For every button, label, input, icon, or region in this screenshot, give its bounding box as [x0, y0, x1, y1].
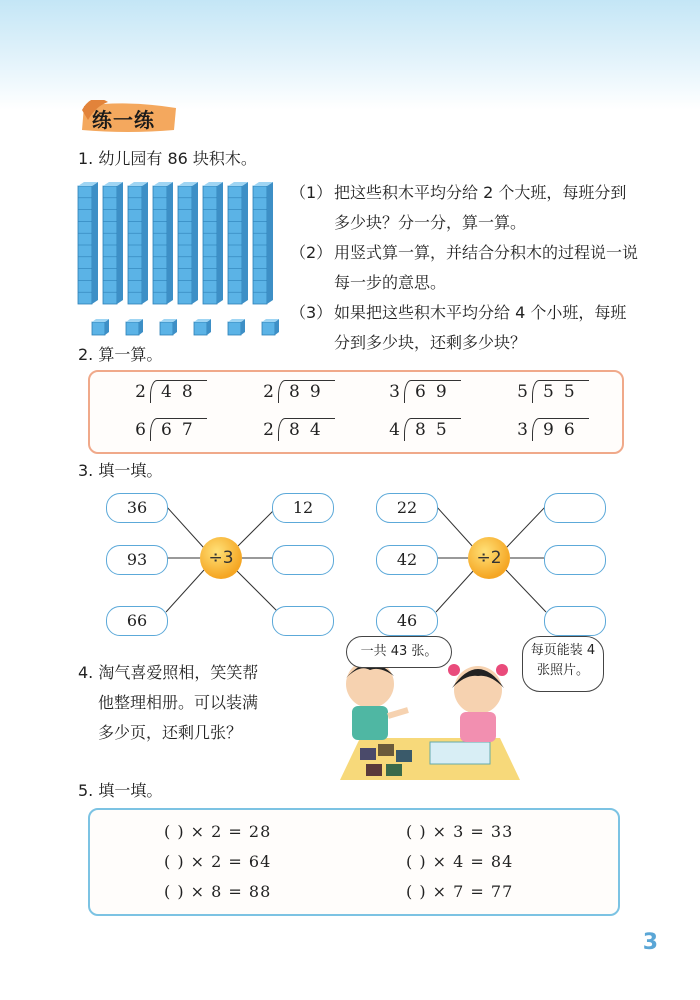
left-input-1: 36	[106, 493, 168, 523]
q1-part-1	[290, 178, 640, 238]
tens-rod	[203, 182, 223, 304]
equation-4: ( ) × 4 = 84	[406, 852, 514, 871]
q5-card	[88, 808, 620, 916]
dividend: 89	[285, 380, 335, 402]
q5-title: 5. 填一填。	[78, 781, 163, 800]
q1-title: 1. 幼儿园有 86 块积木。	[78, 149, 257, 168]
division-bracket	[150, 380, 157, 403]
divisor: 3	[517, 420, 528, 440]
division-bracket	[532, 380, 539, 403]
divisor: 4	[389, 420, 400, 440]
ones-cube	[228, 319, 245, 335]
q4-text	[78, 658, 258, 748]
part-text: 如果把这些积木平均分给 4 个小班，每班分到多少块，还剩多少块？	[334, 303, 627, 352]
right-input-3: 46	[376, 606, 438, 636]
tens-rod	[153, 182, 173, 304]
dividend: 85	[411, 418, 461, 440]
ones-cube	[160, 319, 177, 335]
boy-figure	[346, 660, 408, 740]
blocks-figure	[74, 180, 284, 340]
q3-title: 3. 填一填。	[78, 461, 163, 480]
division-bracket	[278, 418, 285, 441]
dividend: 48	[157, 380, 207, 402]
girl-figure	[448, 664, 508, 742]
dividend: 55	[539, 380, 589, 402]
divisor: 3	[389, 382, 400, 402]
ones-cube	[126, 319, 143, 335]
equation-3: ( ) × 2 = 64	[164, 852, 272, 871]
tens-rod	[228, 182, 248, 304]
division-problem	[128, 420, 207, 441]
dividend: 67	[157, 418, 207, 440]
album-icon	[430, 742, 490, 764]
left-operator-hub: ÷3	[200, 537, 242, 579]
q4-line-3: 多少页，还剩几张？	[98, 723, 243, 742]
page-number: 3	[642, 930, 658, 955]
q4-line-1: 4. 淘气喜爱照相，笑笑帮	[78, 663, 259, 682]
q1-part-3	[290, 298, 640, 358]
division-bracket	[278, 380, 285, 403]
division-bracket	[404, 380, 411, 403]
divisor: 2	[135, 382, 146, 402]
dividend: 96	[539, 418, 589, 440]
division-problem	[382, 420, 461, 441]
division-problem	[128, 382, 207, 403]
tens-rod	[103, 182, 123, 304]
q2-card	[88, 370, 624, 454]
division-problem	[510, 382, 589, 403]
right-input-2: 42	[376, 545, 438, 575]
division-bracket	[150, 418, 157, 441]
ones-cube	[262, 319, 279, 335]
tens-rod	[178, 182, 198, 304]
tens-rod	[128, 182, 148, 304]
right-output-1[interactable]	[544, 493, 606, 523]
equation-5: ( ) × 8 = 88	[164, 882, 272, 901]
q2-title: 2. 算一算。	[78, 345, 163, 364]
tens-rod	[253, 182, 273, 304]
section-header	[78, 100, 178, 134]
left-input-3: 66	[106, 606, 168, 636]
division-problem	[256, 382, 335, 403]
division-problem	[510, 420, 589, 441]
divisor: 2	[263, 382, 274, 402]
division-bracket	[532, 418, 539, 441]
equation-2: ( ) × 3 = 33	[406, 822, 514, 841]
tens-rod	[78, 182, 98, 304]
dividend: 84	[285, 418, 335, 440]
ones-cube	[194, 319, 211, 335]
part-number: （1）	[290, 183, 333, 202]
right-input-1: 22	[376, 493, 438, 523]
left-input-2: 93	[106, 545, 168, 575]
header-title: 练一练	[92, 108, 155, 132]
part-text: 把这些积木平均分给 2 个大班，每班分到多少块？分一分，算一算。	[334, 183, 627, 232]
right-output-2[interactable]	[544, 545, 606, 575]
left-output-2[interactable]	[272, 545, 334, 575]
ones-cube	[92, 319, 109, 335]
dividend: 69	[411, 380, 461, 402]
girl-bubble-line-2: 张照片。	[536, 663, 589, 678]
boy-speech-bubble: 一共 43 张。	[346, 636, 452, 668]
division-bracket	[404, 418, 411, 441]
right-operator-hub: ÷2	[468, 537, 510, 579]
part-number: （3）	[290, 303, 333, 322]
right-output-3[interactable]	[544, 606, 606, 636]
divisor: 2	[263, 420, 274, 440]
part-text: 用竖式算一算，并结合分积木的过程说一说每一步的意思。	[334, 243, 639, 292]
part-number: （2）	[290, 243, 333, 262]
q1-part-2	[290, 238, 640, 298]
girl-bubble-line-1: 每页能装 4	[530, 643, 596, 658]
girl-speech-bubble	[522, 636, 604, 692]
divisor: 6	[135, 420, 146, 440]
q4-line-2: 他整理相册。可以装满	[98, 693, 259, 712]
division-problem	[382, 382, 461, 403]
equation-1: ( ) × 2 = 28	[164, 822, 272, 841]
left-output-1: 12	[272, 493, 334, 523]
equation-6: ( ) × 7 = 77	[406, 882, 514, 901]
divisor: 5	[517, 382, 528, 402]
division-problem	[256, 420, 335, 441]
